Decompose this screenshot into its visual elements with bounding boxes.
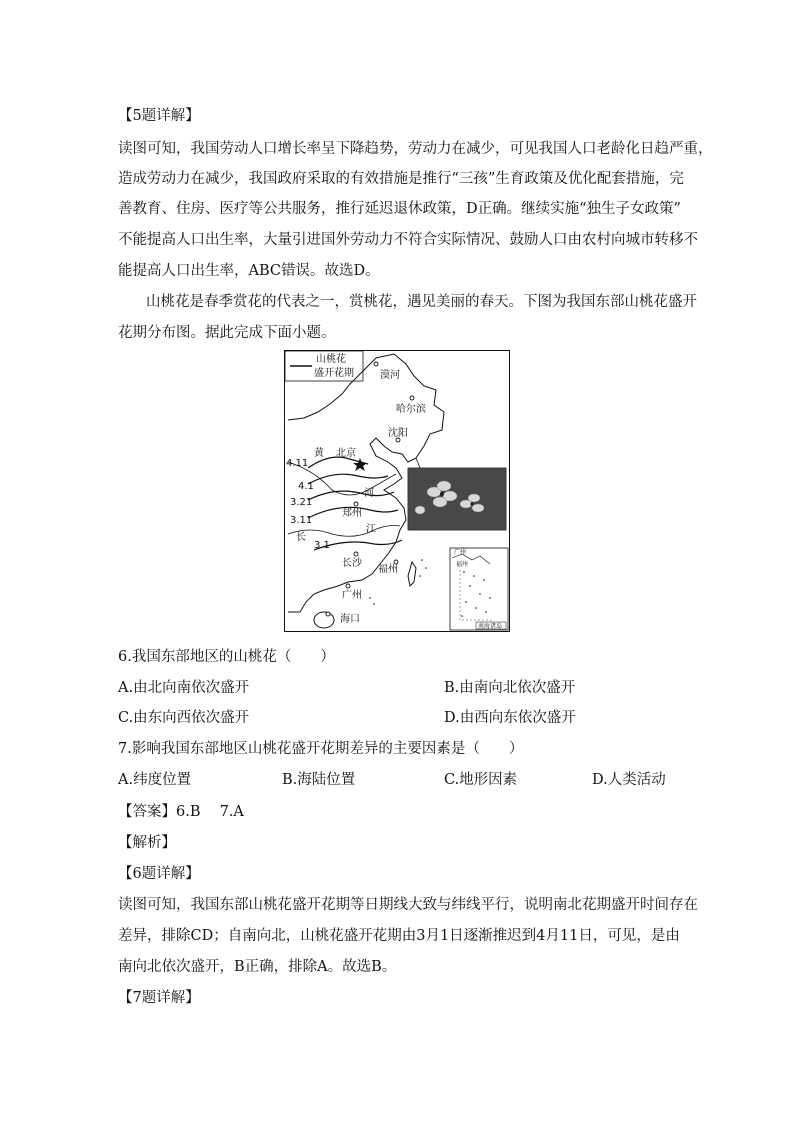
inset-label-fuzhou: 福州 bbox=[456, 561, 469, 568]
city-dot-mohe bbox=[374, 362, 378, 366]
q7-option-d: D.人类活动 bbox=[592, 772, 666, 788]
legend-label-1: 山桃花 bbox=[316, 354, 346, 365]
section5-header: 【5题详解】 bbox=[118, 108, 200, 124]
section7-header: 【7题详解】 bbox=[118, 990, 200, 1006]
city-label-beijing: 北京 bbox=[336, 448, 356, 459]
date-label-3-11: 3.11 bbox=[290, 515, 313, 526]
date-label-3-21: 3.21 bbox=[290, 497, 313, 508]
river-label-chang: 长 bbox=[296, 532, 306, 543]
river-label-he: 河 bbox=[364, 488, 374, 499]
city-label-guangzhou: 广州 bbox=[342, 590, 362, 601]
analysis-header: 【解析】 bbox=[118, 835, 176, 851]
section5-line-1: 读图可知，我国劳动人口增长率呈下降趋势，劳动力在减少，可见我国人口老龄化日趋严重， bbox=[118, 141, 713, 157]
q6-stem: 6.我国东部地区的山桃花（ ） bbox=[118, 649, 335, 665]
q6-option-a: A.由北向南依次盛开 bbox=[118, 680, 250, 696]
section6-line-2: 差异，排除CD；自南向北，山桃花盛开花期由3月1日逐渐推迟到4月11日，可见，是由 bbox=[118, 928, 680, 944]
date-label-4-1: 4.1 bbox=[298, 481, 314, 492]
section5-line-3: 善教育、住房、医疗等公共服务，推行延迟退休政策，D正确。继续实施“独生子女政策” bbox=[118, 201, 681, 217]
section6-header: 【6题详解】 bbox=[118, 866, 200, 882]
section6-line-1: 读图可知，我国东部山桃花盛开花期等日期线大致与纬线平行，说明南北花期盛开时间存在 bbox=[118, 897, 698, 913]
city-label-zhengzhou: 郑州 bbox=[342, 508, 362, 519]
city-label-mohe: 漠河 bbox=[380, 370, 400, 381]
inset-label-guangzhou: 广州 bbox=[454, 549, 467, 556]
q7-option-c: C.地形因素 bbox=[444, 772, 518, 788]
answer-line: 【答案】6.B 7.A bbox=[118, 804, 244, 820]
date-label-3-1: 3.1 bbox=[314, 540, 330, 551]
city-label-fuzhou: 福州 bbox=[378, 564, 398, 575]
river-label-huang: 黄 bbox=[314, 448, 324, 459]
south-china-sea-inset bbox=[450, 548, 508, 630]
section5-line-5: 能提高人口出生率，ABC错误。故选D。 bbox=[118, 263, 380, 279]
city-label-haikou: 海口 bbox=[340, 614, 360, 625]
q6-option-c: C.由东向西依次盛开 bbox=[118, 710, 250, 726]
city-dot-haikou bbox=[326, 612, 330, 616]
inset-caption: 南海诸岛 bbox=[478, 623, 503, 630]
city-dot-changsha bbox=[354, 552, 358, 556]
section6-line-3: 南向北依次盛开，B正确，排除A。故选B。 bbox=[118, 959, 397, 975]
map-legend bbox=[285, 351, 363, 381]
city-dot-guangzhou bbox=[346, 584, 350, 588]
river-label-jiang: 江 bbox=[366, 524, 376, 535]
peach-blossom-map bbox=[284, 350, 510, 632]
section5-line-4: 不能提高人口出生率，大量引进国外劳动力不符合实际情况、鼓励人口由农村向城市转移不 bbox=[118, 232, 698, 248]
legend-label-2: 盛开花期 bbox=[314, 368, 354, 379]
peach-blossom-photo bbox=[408, 468, 506, 530]
city-label-shenyang: 沈阳 bbox=[388, 428, 408, 439]
date-label-4-11: 4.11 bbox=[286, 458, 309, 469]
city-dot-zhengzhou bbox=[354, 502, 358, 506]
q7-option-a: A.纬度位置 bbox=[118, 772, 192, 788]
intro-line-1: 山桃花是春季赏花的代表之一，赏桃花，遇见美丽的春天。下图为我国东部山桃花盛开 bbox=[146, 294, 697, 310]
city-label-changsha: 长沙 bbox=[342, 558, 362, 569]
city-dot-harbin bbox=[410, 396, 414, 400]
q7-stem: 7.影响我国东部地区山桃花盛开花期差异的主要因素是（ ） bbox=[118, 741, 524, 757]
intro-line-2: 花期分布图。据此完成下面小题。 bbox=[118, 325, 336, 341]
hainan-island bbox=[314, 612, 334, 628]
section5-line-2: 造成劳动力在减少，我国政府采取的有效措施是推行“三孩”生育政策及优化配套措施，完 bbox=[118, 171, 684, 187]
q7-option-b: B.海陆位置 bbox=[282, 772, 356, 788]
city-label-harbin: 哈尔滨 bbox=[396, 404, 426, 415]
q6-option-b: B.由南向北依次盛开 bbox=[444, 680, 576, 696]
q6-option-d: D.由西向东依次盛开 bbox=[444, 710, 576, 726]
